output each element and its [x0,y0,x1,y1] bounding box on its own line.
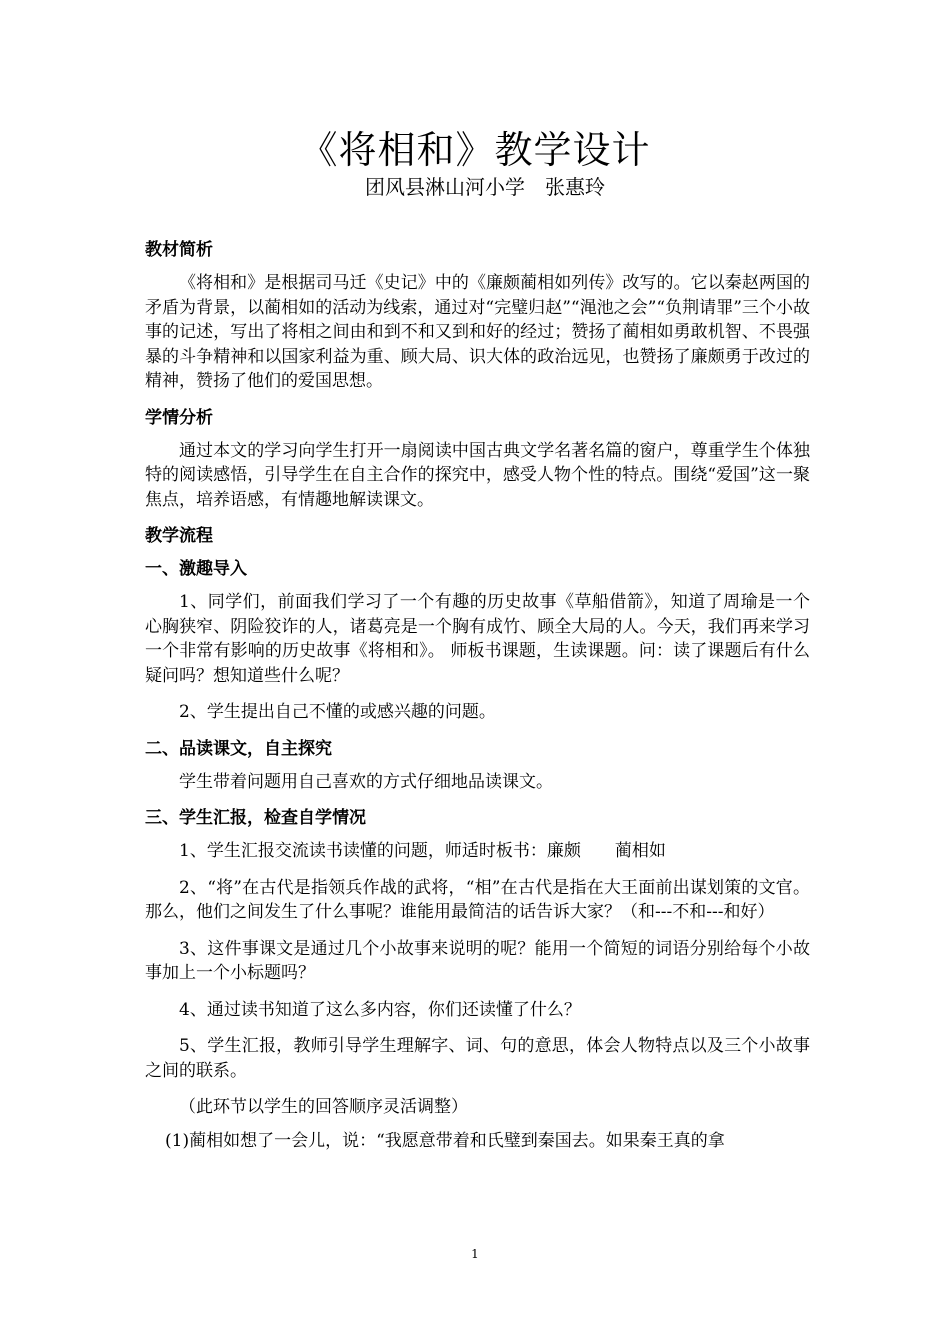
document-title: 《将相和》教学设计 [299,128,651,172]
step1-paragraph-2: 2、学生提出自己不懂的或感兴趣的问题。 [179,702,496,722]
document-body [145,238,810,1165]
step3-paragraph-3: 3、这件事课文是通过几个小故事来说明的呢？能用一个简短的词语分别给每个小故事加上一个小标题吗？ [145,938,810,983]
section-heading-students: 学情分析 [145,407,213,428]
step2-paragraph-1: 学生带着问题用自己喜欢的方式仔细地品读课文。 [179,771,553,792]
document-author: 团风县淋山河小学 张惠玲 [365,175,605,199]
step3-paragraph-6: (1)蔺相如想了一会儿，说：“我愿意带着和氏璧到秦国去。如果秦王真的拿 [165,1130,725,1151]
step-heading-3: 三、学生汇报，检查自学情况 [145,808,366,828]
step3-paragraph-5: 5、学生汇报，教师引导学生理解字、词、句的意思，体会人物特点以及三个小故事之间的联系。 [145,1036,810,1081]
section-heading-process: 教学流程 [145,526,213,546]
step-heading-1: 一、激趣导入 [145,559,247,579]
step3-paragraph-4: 4、通过读书知道了这么多内容，你们还读懂了什么？ [179,999,581,1020]
paragraph-students: 通过本文的学习向学生打开一扇阅读中国古典文学名著名篇的窗户，尊重学生个体独特的阅读感悟，引导学生在自主合作的探究中，感受人物个性的特点。围绕“爱国”这一聚焦点，培养语感，有情趣地解读课文。 [145,440,810,510]
step3-note: （此环节以学生的回答顺序灵活调整） [179,1097,468,1117]
page-number: 1 [471,1247,479,1261]
step3-paragraph-2: 2、“将”在古代是指领兵作战的武将，“相”在古代是指在大王面前出谋划策的文官。那么，他们之间发生了什么事呢？谁能用最简洁的话告诉大家？（和---不和---和好） [145,877,810,922]
step-heading-2: 二、品读课文，自主探究 [145,738,332,759]
section-heading-materials: 教材简析 [145,240,213,260]
step3-paragraph-1: 1、学生汇报交流读书读懂的问题，师适时板书：廉颇 蔺相如 [179,841,666,861]
step1-paragraph-1: 1、同学们，前面我们学习了一个有趣的历史故事《草船借箭》，知道了周瑜是一个心胸狭窄、阴险狡诈的人，诸葛亮是一个胸有成竹、顾全大局的人。今天，我们再来学习一个非常有影响的历史故事《将相和》。 师板书课题，生读课题。问：读了课题后有什么疑问吗？想知道些什么呢？ [145,592,810,686]
paragraph-materials: 《将相和》是根据司马迁《史记》中的《廉颇蔺相如列传》改写的。它以秦赵两国的矛盾为背景，以蔺相如的活动为线索，通过对“完璧归赵”“渑池之会”“负荆请罪”三个小故事的记述，写出了将相之间由和到不和又到和好的经过；赞扬了蔺相如勇敢机智、不畏强暴的斗争精神和以国家利益为重、顾大局、识大体的政治远见，也赞扬了廉颇勇于改过的精神，赞扬了他们的爱国思想。 [145,273,810,391]
